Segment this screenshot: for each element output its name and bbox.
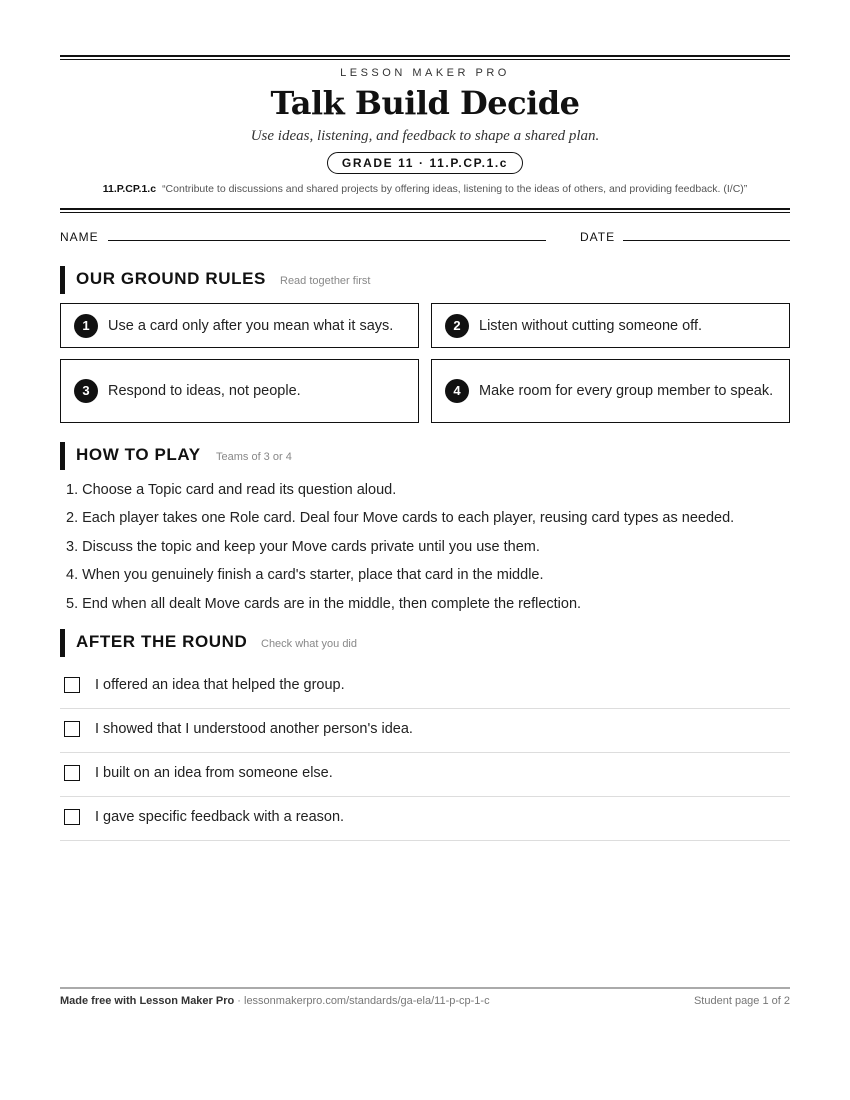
rule-number-badge: 2 bbox=[445, 314, 469, 338]
page-title: Talk Build Decide bbox=[270, 84, 580, 122]
rule-text: Use a card only after you mean what it says. bbox=[108, 317, 394, 334]
rule-text: Make room for every group member to speak. bbox=[479, 383, 774, 399]
standard-code: 11.P.CP.1.c bbox=[102, 183, 157, 195]
ground-rules-header bbox=[60, 266, 790, 294]
step-item: 5. End when all dealt Move cards are in the middle, then complete the reflection. bbox=[66, 595, 582, 612]
page-subtitle: Use ideas, listening, and feedback to shape a shared plan. bbox=[250, 128, 600, 144]
reflection-row-2 bbox=[60, 709, 790, 753]
footer bbox=[60, 995, 790, 1007]
standard-line bbox=[60, 183, 790, 195]
ground-rule-card-2 bbox=[431, 303, 790, 348]
reflection-text: I gave specific feedback with a reason. bbox=[95, 809, 345, 825]
rule-number-badge: 1 bbox=[74, 314, 98, 338]
footer-made-with: Made free with Lesson Maker Pro bbox=[60, 995, 235, 1007]
reflection-row-3 bbox=[60, 753, 790, 797]
date-line[interactable] bbox=[623, 240, 790, 241]
step-item: 2. Each player takes one Role card. Deal four Move cards to each player, reusing card types as needed. bbox=[66, 510, 735, 527]
rule-number-badge: 3 bbox=[74, 379, 98, 403]
how-to-play-note: Teams of 3 or 4 bbox=[216, 451, 292, 463]
footer-page-label: Student page 1 of 2 bbox=[693, 995, 790, 1007]
reflection-text: I offered an idea that helped the group. bbox=[95, 677, 345, 693]
reflection-row-1 bbox=[60, 665, 790, 709]
reflection-checkbox[interactable] bbox=[64, 765, 80, 781]
how-to-play-steps bbox=[66, 476, 790, 618]
ground-rules-heading: OUR GROUND RULES bbox=[76, 269, 266, 288]
section-bar bbox=[60, 266, 65, 294]
grade-pill-wrap bbox=[60, 152, 790, 174]
reflection-text: I built on an idea from someone else. bbox=[95, 765, 333, 781]
reflection-row-4 bbox=[60, 797, 790, 841]
step-item: 1. Choose a Topic card and read its question aloud. bbox=[66, 482, 397, 498]
rule-number-badge: 4 bbox=[445, 379, 469, 403]
top-double-rule bbox=[60, 55, 790, 60]
name-label: NAME bbox=[60, 230, 99, 244]
grade-pill: GRADE 11 · 11.P.CP.1.c bbox=[327, 152, 523, 174]
after-round-note: Check what you did bbox=[261, 638, 357, 650]
name-date-row bbox=[60, 228, 790, 248]
section-bar bbox=[60, 442, 65, 470]
reflection-checkbox[interactable] bbox=[64, 677, 80, 693]
after-round-heading: AFTER THE ROUND bbox=[76, 632, 248, 651]
header-bottom-double-rule bbox=[60, 208, 790, 213]
worksheet-page bbox=[60, 0, 790, 1100]
brand-name: LESSON MAKER PRO bbox=[340, 67, 510, 79]
step-item: 3. Discuss the topic and keep your Move cards private until you use them. bbox=[66, 538, 540, 555]
how-to-play-header bbox=[60, 442, 790, 470]
reflection-checkbox[interactable] bbox=[64, 809, 80, 825]
after-round-header bbox=[60, 629, 790, 657]
ground-rules-note: Read together first bbox=[280, 275, 371, 287]
standard-text: “Contribute to discussions and shared projects by offering ideas, listening to the ideas of others, and providing feedback. (I/C)” bbox=[162, 183, 748, 195]
ground-rule-card-1 bbox=[60, 303, 419, 348]
rule-text: Respond to ideas, not people. bbox=[108, 383, 301, 399]
ground-rule-card-4 bbox=[431, 359, 790, 423]
reflection-checkbox[interactable] bbox=[64, 721, 80, 737]
how-to-play-heading: HOW TO PLAY bbox=[76, 445, 201, 464]
footer-rule bbox=[60, 987, 790, 989]
ground-rule-card-3 bbox=[60, 359, 419, 423]
reflection-text: I showed that I understood another person's idea. bbox=[95, 721, 413, 737]
date-label: DATE bbox=[580, 230, 616, 244]
footer-url[interactable]: · lessonmakerpro.com/standards/ga-ela/11-p-cp-1-c bbox=[237, 995, 490, 1007]
name-line[interactable] bbox=[108, 240, 546, 241]
rule-text: Listen without cutting someone off. bbox=[479, 317, 703, 334]
step-item: 4. When you genuinely finish a card's starter, place that card in the middle. bbox=[66, 567, 544, 584]
section-bar bbox=[60, 629, 65, 657]
